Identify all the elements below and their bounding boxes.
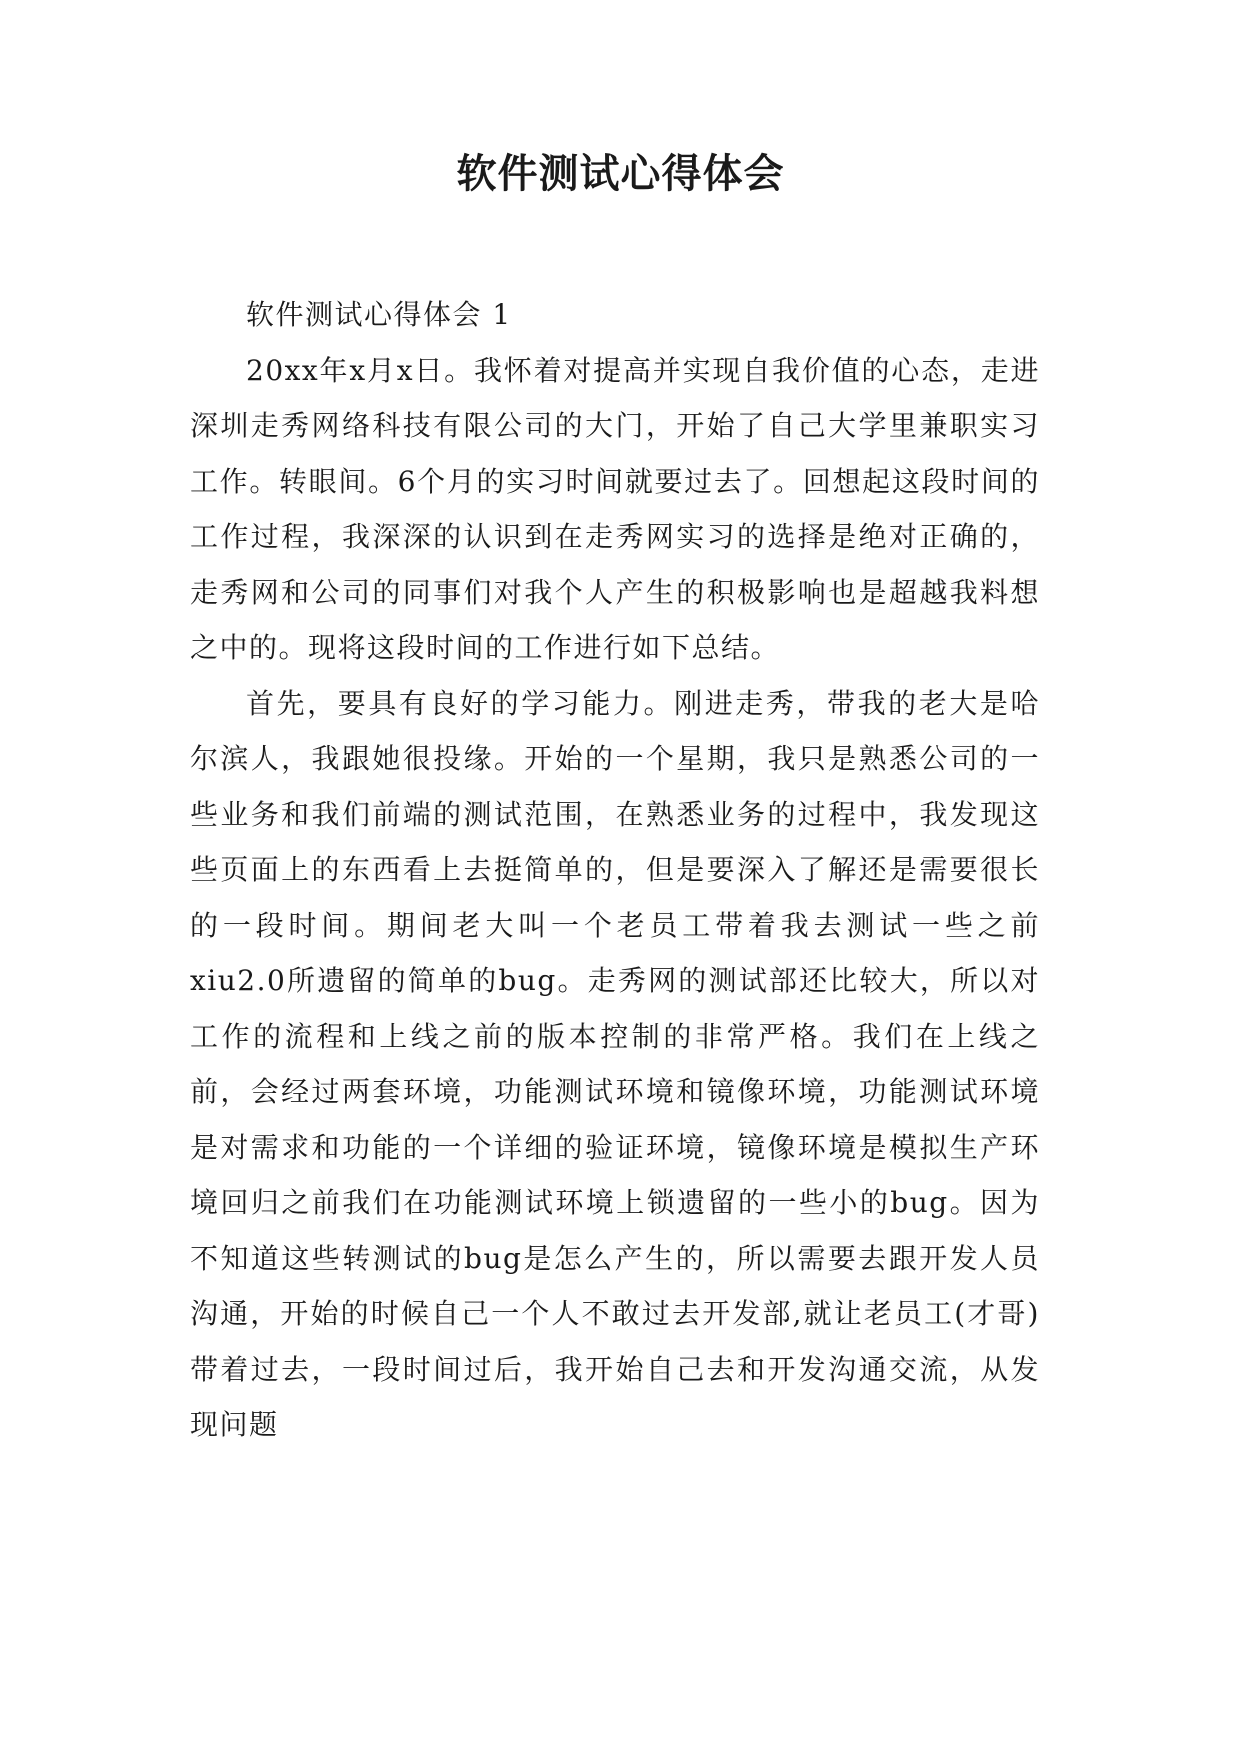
section-heading: 软件测试心得体会 1	[246, 298, 512, 331]
document-body	[190, 287, 1040, 1453]
document-title: 软件测试心得体会	[456, 151, 785, 197]
paragraph: 20xx年x月x日。我怀着对提高并实现自我价值的心态，走进深圳走秀网络科技有限公司的大门，开始了自己大学里兼职实习工作。转眼间。6个月的实习时间就要过去了。回想起这段时间的工作过程，我深深的认识到在走秀网实习的选择是绝对正确的，走秀网和公司的同事们对我个人产生的积极影响也是超越我料想之中的。现将这段时间的工作进行如下总结。	[190, 353, 1040, 664]
paragraph: 首先，要具有良好的学习能力。刚进走秀，带我的老大是哈尔滨人，我跟她很投缘。开始的一个星期，我只是熟悉公司的一些业务和我们前端的测试范围，在熟悉业务的过程中，我发现这些页面上的东西看上去挺简单的，但是要深入了解还是需要很长的一段时间。期间老大叫一个老员工带着我去测试一些之前xiu2.0所遗留的简单的bug。走秀网的测试部还比较大，所以对工作的流程和上线之前的版本控制的非常严格。我们在上线之前，会经过两套环境，功能测试环境和镜像环境，功能测试环境是对需求和功能的一个详细的验证环境，镜像环境是模拟生产环境回归之前我们在功能测试环境上锁遗留的一些小的bug。因为不知道这些转测试的bug是怎么产生的，所以需要去跟开发人员沟通，开始的时候自己一个人不敢过去开发部,就让老员工(才哥)带着过去，一段时间过后，我开始自己去和开发沟通交流，从发现问题	[190, 686, 1040, 1441]
